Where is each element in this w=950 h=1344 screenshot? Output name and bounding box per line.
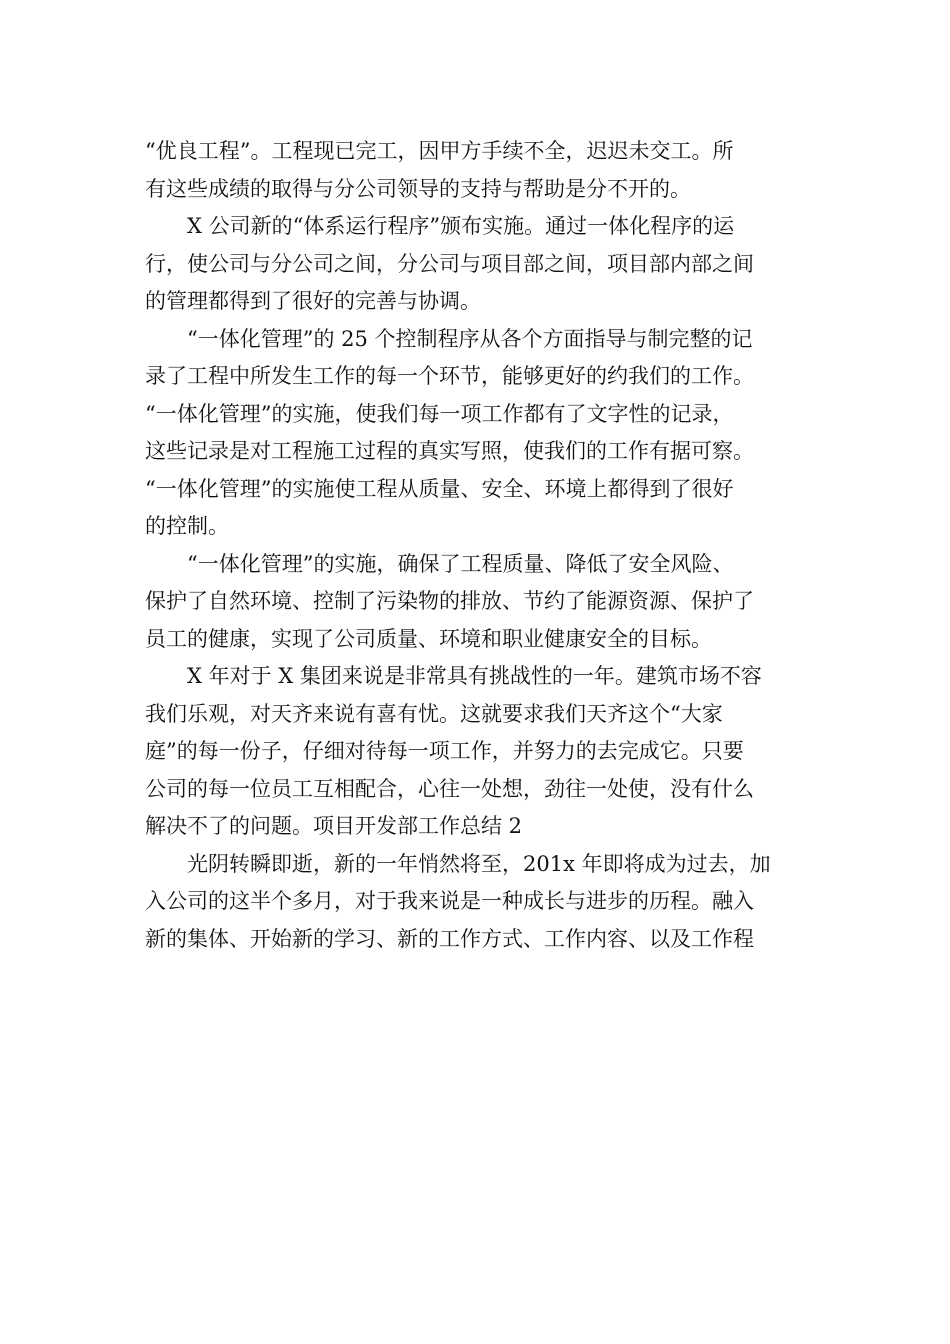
text-line: 录了工程中所发生工作的每一个环节，能够更好的约我们的工作。 <box>145 364 754 388</box>
text-line: 行，使公司与分公司之间，分公司与项目部之间，项目部内部之间 <box>145 251 754 276</box>
text-line: 解决不了的问题。项目开发部工作总结 2 <box>145 814 523 838</box>
text-line: 我们乐观，对天齐来说有喜有忧。这就要求我们天齐这个“大家 <box>145 701 723 726</box>
text-line: “优良工程”。工程现已完工，因甲方手续不全，迟迟未交工。所 <box>145 139 734 163</box>
text-line: “一体化管理”的实施使工程从质量、安全、环境上都得到了很好 <box>145 476 734 501</box>
text-line: 员工的健康，实现了公司质量、环境和职业健康安全的目标。 <box>145 626 712 651</box>
text-line: 的管理都得到了很好的完善与协调。 <box>145 289 481 313</box>
text-line: 的控制。 <box>145 514 229 538</box>
text-line: 有这些成绩的取得与分公司领导的支持与帮助是分不开的。 <box>145 176 691 201</box>
text-line: 光阴转瞬即逝，新的一年悄然将至，201x 年即将成为过去，加 <box>187 851 771 876</box>
text-line: 保护了自然环境、控制了污染物的排放、节约了能源资源、保护了 <box>145 589 754 613</box>
text-line: “一体化管理”的实施，确保了工程质量、降低了安全风险、 <box>187 551 734 576</box>
paragraph-4 <box>145 546 807 659</box>
paragraph-1 <box>145 133 807 208</box>
text-line: 这些记录是对工程施工过程的真实写照，使我们的工作有据可察。 <box>145 439 754 463</box>
text-line: 公司的每一位员工互相配合，心往一处想，劲往一处使，没有什么 <box>145 776 754 801</box>
text-line: 新的集体、开始新的学习、新的工作方式、工作内容、以及工作程 <box>145 926 754 951</box>
paragraph-2 <box>145 208 807 321</box>
paragraph-3 <box>145 321 807 546</box>
paragraph-5 <box>145 658 807 846</box>
text-line: “一体化管理”的 25 个控制程序从各个方面指导与制完整的记 <box>187 326 753 351</box>
document-body <box>145 133 807 958</box>
text-line: 入公司的这半个多月，对于我来说是一种成长与进步的历程。融入 <box>145 889 754 913</box>
text-line: 庭”的每一份子，仔细对待每一项工作，并努力的去完成它。只要 <box>145 739 744 763</box>
paragraph-6 <box>145 846 807 959</box>
text-line: X 公司新的“体系运行程序”颁布实施。通过一体化程序的运 <box>187 214 735 238</box>
text-line: X 年对于 X 集团来说是非常具有挑战性的一年。建筑市场不容 <box>187 664 762 688</box>
text-line: “一体化管理”的实施，使我们每一项工作都有了文字性的记录， <box>145 401 734 426</box>
